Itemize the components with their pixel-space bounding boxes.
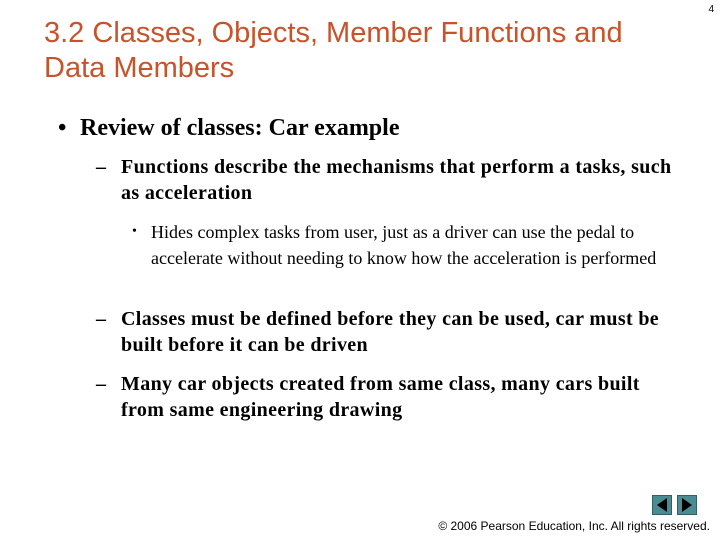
bullet-review-of-classes — [58, 114, 399, 142]
bullet-dot-icon: • — [58, 115, 67, 141]
sub-bullet-text: Classes must be defined before they can be used, car must be built before it can be driven — [121, 308, 660, 356]
sub-bullet-classes-defined — [96, 306, 686, 358]
next-slide-button[interactable] — [677, 495, 697, 515]
sub-bullet-functions — [96, 154, 686, 206]
right-triangle-icon — [681, 498, 693, 512]
page-number: 4 — [708, 4, 714, 15]
left-triangle-icon — [656, 498, 668, 512]
slide-navigation — [652, 495, 697, 515]
copyright-notice: © 2006 Pearson Education, Inc. All rights reserved. — [438, 519, 710, 533]
sub-bullet-text: Functions describe the mechanisms that perform a tasks, such as acceleration — [121, 156, 672, 204]
sub-sub-bullet-hides-complex-tasks — [132, 219, 692, 271]
slide-title: 3.2 Classes, Objects, Member Functions and Data Members — [44, 17, 623, 84]
sub-sub-bullet-text: Hides complex tasks from user, just as a driver can use the pedal to accelerate without needing to know how the acceleration is performed — [151, 222, 657, 268]
sub-bullet-text: Many car objects created from same class, many cars built from same engineering drawing — [121, 373, 640, 421]
dash-icon: – — [96, 156, 107, 178]
bullet-text: Review of classes: Car example — [80, 115, 400, 141]
sub-bullet-many-car-objects — [96, 371, 686, 423]
dash-icon: – — [96, 308, 107, 330]
dash-icon: – — [96, 373, 107, 395]
bullet-dot-icon: • — [132, 224, 137, 239]
previous-slide-button[interactable] — [652, 495, 672, 515]
